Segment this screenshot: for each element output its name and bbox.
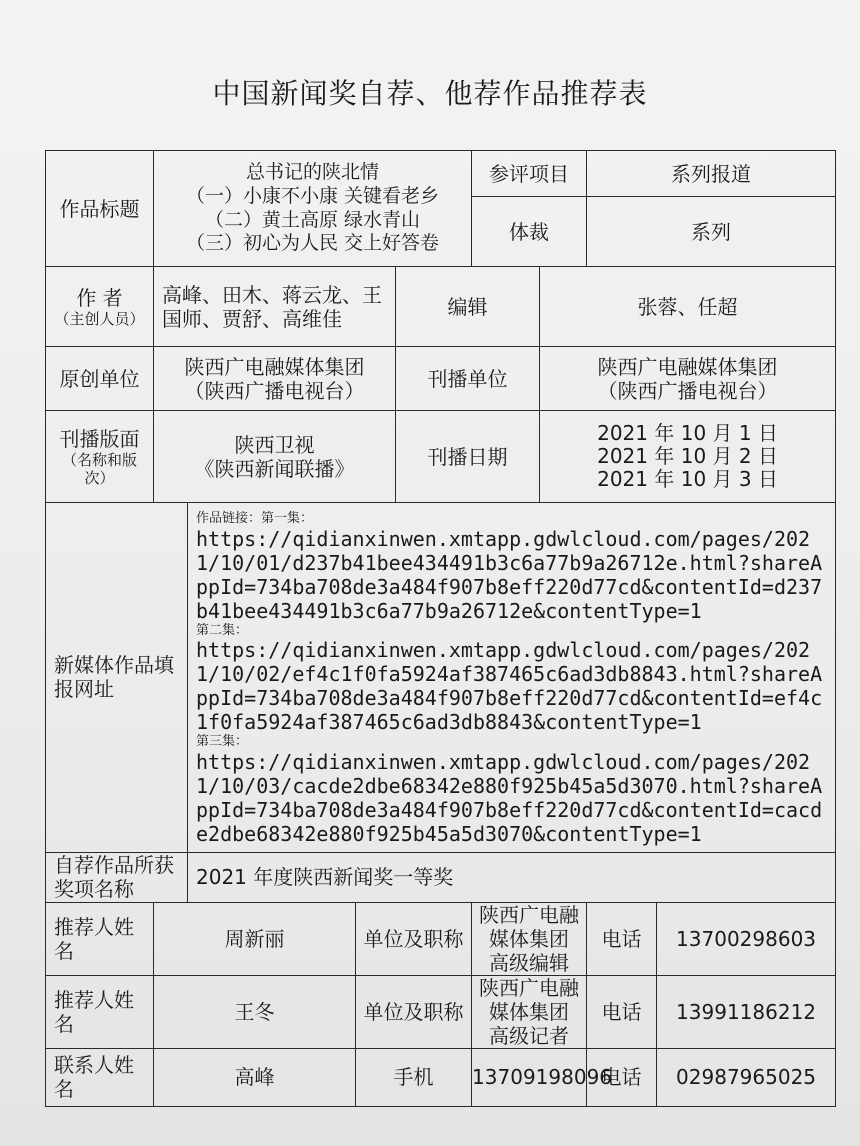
recommender-unit-line: 陕西广电融媒体集团 [479, 902, 580, 951]
author-label-cell [46, 267, 154, 347]
recommender-unit-value [472, 902, 587, 975]
recommender-name: 王冬 [154, 975, 356, 1048]
recommender-unit-line: 高级编辑 [489, 950, 570, 975]
episode-link[interactable]: https://qidianxinwen.xmtapp.gdwlcloud.com/pages/2021/10/02/ef4c1f0fa5924af387465c6ad3db8843.html?shareAppId=734ba708de3a484f907b8eff220d77cd&contentId=ef4c1f0fa5924af387465c6ad3db8843&contentType=1 [196, 638, 823, 735]
title-line: （三）初心为人民 交上好答卷 [186, 232, 440, 255]
publish-date: 2021 年 10 月 1 日 [597, 421, 778, 445]
origin-unit-line: 陕西广电融媒体集团 [184, 354, 365, 379]
origin-unit-line: （陕西广播电视台） [184, 378, 365, 403]
award-label: 自荐作品所获奖项名称 [46, 852, 188, 902]
recommender-unit-line: 高级记者 [489, 1023, 570, 1048]
layout-line: 《陕西新闻联播》 [194, 456, 355, 481]
item-label: 参评项目 [472, 151, 587, 197]
item-value: 系列报道 [587, 151, 836, 197]
publish-date: 2021 年 10 月 2 日 [597, 444, 778, 468]
recommender-label: 推荐人姓名 [46, 902, 154, 975]
title-value [154, 151, 472, 267]
phone-label: 电话 [587, 902, 657, 975]
origin-unit-label: 原创单位 [46, 347, 154, 411]
author-label: 作 者 [76, 285, 123, 310]
recommendation-form-table [45, 150, 836, 1107]
document-title: 中国新闻奖自荐、他荐作品推荐表 [212, 77, 648, 110]
links-value [188, 503, 836, 853]
contact-name: 高峰 [154, 1048, 356, 1106]
episode-link[interactable]: https://qidianxinwen.xmtapp.gdwlcloud.com/pages/2021/10/01/d237b41bee434491b3c6a77b9a26712e.html?shareAppId=734ba708de3a484f907b8eff220d77cd&contentId=d237b41bee434491b3c6a77b9a26712e&contentType=1 [196, 526, 823, 623]
publish-date: 2021 年 10 月 3 日 [597, 467, 778, 491]
genre-value: 系列 [587, 197, 836, 267]
layout-value [154, 411, 396, 503]
contact-mobile: 13709198096 [472, 1048, 587, 1106]
author-value: 高峰、田木、蒋云龙、王国师、贾舒、高维佳 [154, 267, 396, 347]
title-line: 总书记的陕北情 [246, 161, 380, 183]
layout-sublabel: （名称和版 [61, 450, 137, 469]
recommender-unit-label: 单位及职称 [356, 902, 472, 975]
recommender-phone: 13700298603 [657, 902, 836, 975]
title-line: （二）黄土高原 绿水青山 [205, 208, 421, 231]
origin-unit-value [154, 347, 396, 411]
episode-link[interactable]: https://qidianxinwen.xmtapp.gdwlcloud.com/pages/2021/10/03/cacde2dbe68342e880f925b45a5d3070.html?shareAppId=734ba708de3a484f907b8eff220d77cd&contentId=cacde2dbe68342e880f925b45a5d3070&contentType=1 [196, 749, 823, 846]
layout-label-cell [46, 411, 154, 503]
title-label: 作品标题 [46, 151, 154, 267]
recommender-phone: 13991186212 [657, 975, 836, 1048]
phone-label: 电话 [587, 975, 657, 1048]
recommender-name: 周新丽 [154, 902, 356, 975]
recommender-unit-value [472, 975, 587, 1048]
editor-label: 编辑 [396, 267, 540, 347]
layout-label: 刊播版面 [59, 426, 140, 451]
publish-unit-line: （陕西广播电视台） [597, 378, 778, 403]
recommender-unit-label: 单位及职称 [356, 975, 472, 1048]
publish-unit-value [540, 347, 836, 411]
publish-date-value [540, 411, 836, 503]
publish-unit-line: 陕西广电融媒体集团 [597, 354, 778, 379]
links-heading: 第三集： [196, 734, 249, 750]
layout-sublabel: 次） [84, 468, 115, 487]
links-label: 新媒体作品填报网址 [46, 503, 188, 853]
links-heading: 第二集： [196, 622, 249, 638]
contact-phone: 02987965025 [657, 1048, 836, 1106]
genre-label: 体裁 [472, 197, 587, 267]
award-value: 2021 年度陕西新闻奖一等奖 [188, 852, 836, 902]
title-line: （一）小康不小康 关键看老乡 [186, 184, 440, 207]
phone-label: 电话 [587, 1048, 657, 1106]
publish-unit-label: 刊播单位 [396, 347, 540, 411]
links-heading: 作品链接：第一集： [196, 511, 314, 526]
layout-line: 陕西卫视 [234, 432, 315, 457]
contact-label: 联系人姓名 [46, 1048, 154, 1106]
author-sublabel: （主创人员） [54, 309, 145, 328]
mobile-label: 手机 [356, 1048, 472, 1106]
recommender-unit-line: 陕西广电融媒体集团 [479, 975, 580, 1024]
publish-date-label: 刊播日期 [396, 411, 540, 503]
recommender-label: 推荐人姓名 [46, 975, 154, 1048]
editor-value: 张蓉、任超 [540, 267, 836, 347]
